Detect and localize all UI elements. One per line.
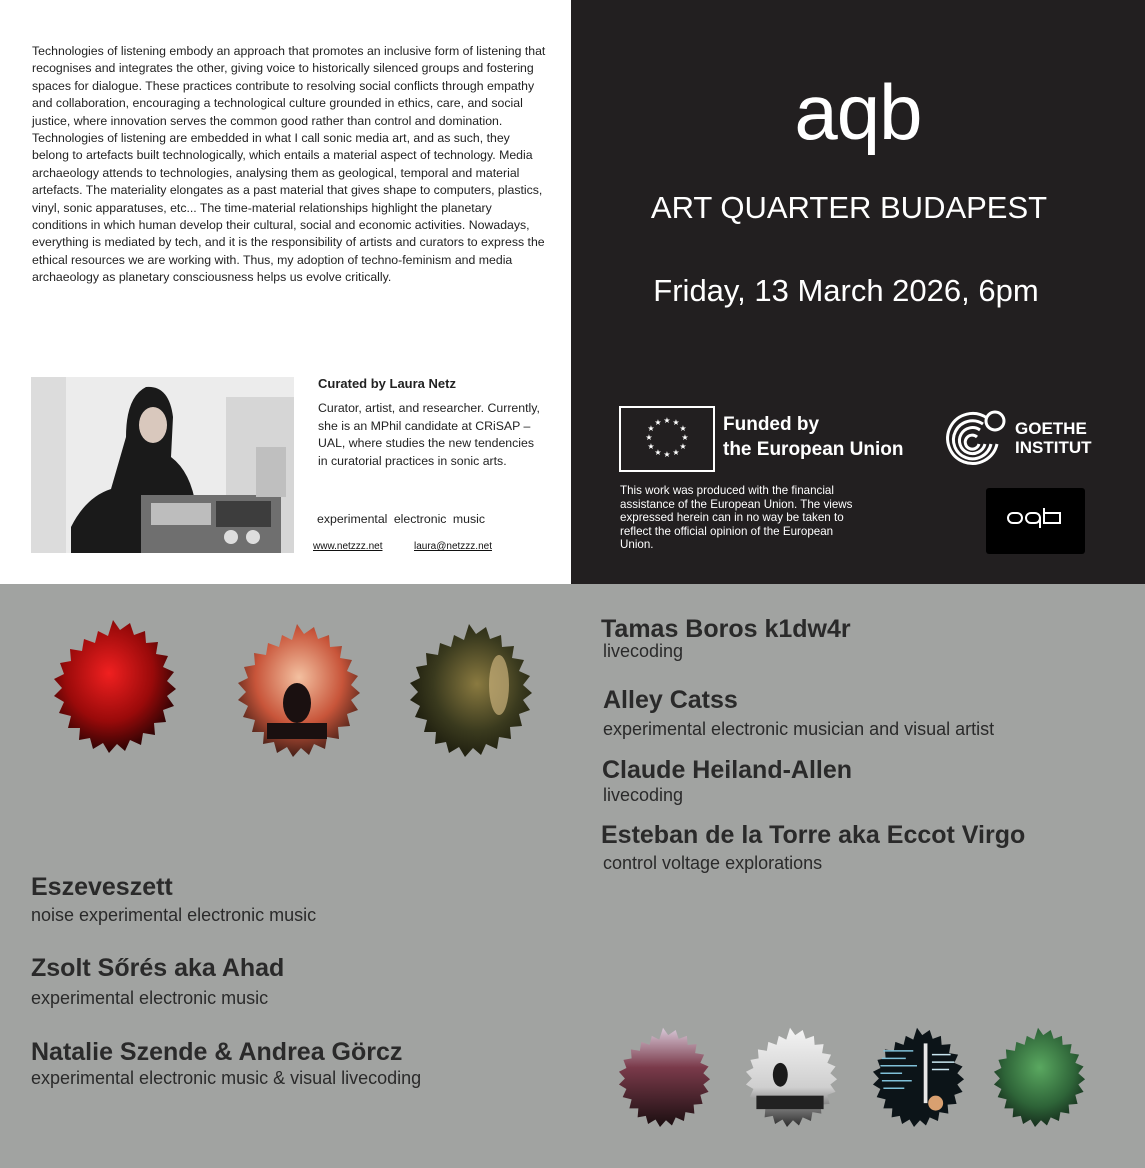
goethe-line-2: INSTITUT [1015, 438, 1092, 457]
curator-photo [31, 377, 294, 553]
svg-text:★: ★ [679, 424, 687, 433]
performer-role-3: livecoding [603, 785, 684, 805]
performer-photo-6-icon [861, 1021, 973, 1133]
performer-role-7: experimental electronic music & visual livecoding [31, 1068, 422, 1088]
eu-funding-label [723, 412, 904, 462]
performer-name-4: Esteban de la Torre aka Eccot Virgo [601, 821, 1026, 849]
intro-panel [0, 0, 571, 584]
goethe-logo-icon [939, 404, 1009, 479]
svg-text:★: ★ [654, 418, 662, 427]
eu-disclaimer: This work was produced with the financial assistance of the European Union. The views expressed herein can in no way be taken to reflect the official opinion of the European Union. [620, 484, 853, 551]
performer-role-4: control voltage explorations [603, 853, 823, 873]
lineup-panel [0, 584, 1145, 1168]
performer-photo-5-icon [734, 1021, 846, 1133]
performer-role-2: experimental electronic musician and visual artist [603, 719, 995, 739]
svg-text:★: ★ [672, 448, 680, 457]
curator-genre: experimental electronic music [317, 512, 485, 526]
performer-name-1: Tamas Boros k1dw4r [601, 615, 851, 643]
performer-name-2: Alley Catss [603, 686, 738, 714]
performer-photo-7-icon [982, 1021, 1094, 1133]
performer-role-6: experimental electronic music [31, 988, 269, 1008]
website-link[interactable]: www.netzzz.net [313, 541, 383, 552]
svg-text:★: ★ [647, 424, 655, 433]
venue-name: ART QUARTER BUDAPEST [650, 190, 1048, 225]
performer-photo-2-icon [222, 615, 372, 765]
performer-name-7: Natalie Szende & Andrea Görcz [31, 1038, 403, 1066]
aqb-logo: aqb [794, 68, 922, 156]
eu-flag-icon [619, 406, 715, 472]
goethe-line-1: GOETHE [1015, 419, 1087, 438]
svg-text:★: ★ [679, 442, 687, 451]
svg-text:★: ★ [663, 416, 671, 425]
performer-name-5: Eszeveszett [31, 873, 173, 901]
eu-stars-icon [621, 408, 713, 470]
performer-photo-1-icon [38, 611, 188, 761]
svg-text:★: ★ [647, 442, 655, 451]
curator-title: Curated by Laura Netz [318, 376, 456, 391]
curator-photo-image [31, 377, 294, 553]
performer-role-5: noise experimental electronic music [31, 905, 317, 925]
event-panel [571, 0, 1145, 584]
event-date: Friday, 13 March 2026, 6pm [653, 273, 1039, 308]
performer-photo-3-icon [394, 615, 544, 765]
svg-text:★: ★ [645, 433, 653, 442]
performer-role-1: livecoding [603, 641, 684, 661]
curator-description: Curator, artist, and researcher. Currently, she is an MPhil candidate at CRiSAP – UAL, where studies the new tendencies in curatorial practices in sonic arts. [318, 401, 540, 468]
eu-line-2: the European Union [723, 439, 904, 460]
email-link[interactable]: laura@netzzz.net [414, 541, 492, 552]
performer-name-3: Claude Heiland-Allen [602, 756, 853, 784]
performer-name-6: Zsolt Sőrés aka Ahad [31, 954, 285, 982]
svg-text:★: ★ [663, 450, 671, 459]
intro-text: Technologies of listening embody an approach that promotes an inclusive form of listening that recognises and integrates the other, giving voice to historically silenced groups and fostering spaces for dialogue. These practices contribute to resolving social conflicts through empathy and collaboration, encouraging a technological culture grounded in ethics, care, and social justice, where innovation serves the common good rather than control and domination. Technologies of listening are embedded in what I call sonic media art, and as such, they belong to artefacts built technologically, which entails a material aspect of technology. Media archaeology attends to technologies, analysing them as geological, temporal and material artefacts. The materiality elongates as a past material that gives shape to computers, plastics, vinyl, sonic apparatuses, etc... The time-material relationships highlight the planetary conditions in which human develop their cultural, social and economic activities. Nowadays, everything is mediated by tech, and it is the responsibility of artists and curators to express the ethical resources we are working with. Thus, my adoption of techno-feminism and media archaeology as planetary consciousness helps us evolve critically. [32, 44, 546, 285]
performer-photo-4-icon [607, 1021, 719, 1133]
svg-text:★: ★ [672, 418, 680, 427]
svg-text:★: ★ [681, 433, 689, 442]
svg-text:★: ★ [654, 448, 662, 457]
eu-line-1: Funded by [723, 414, 820, 435]
aqb-small-logo-icon [986, 488, 1085, 554]
goethe-label [1015, 419, 1092, 457]
